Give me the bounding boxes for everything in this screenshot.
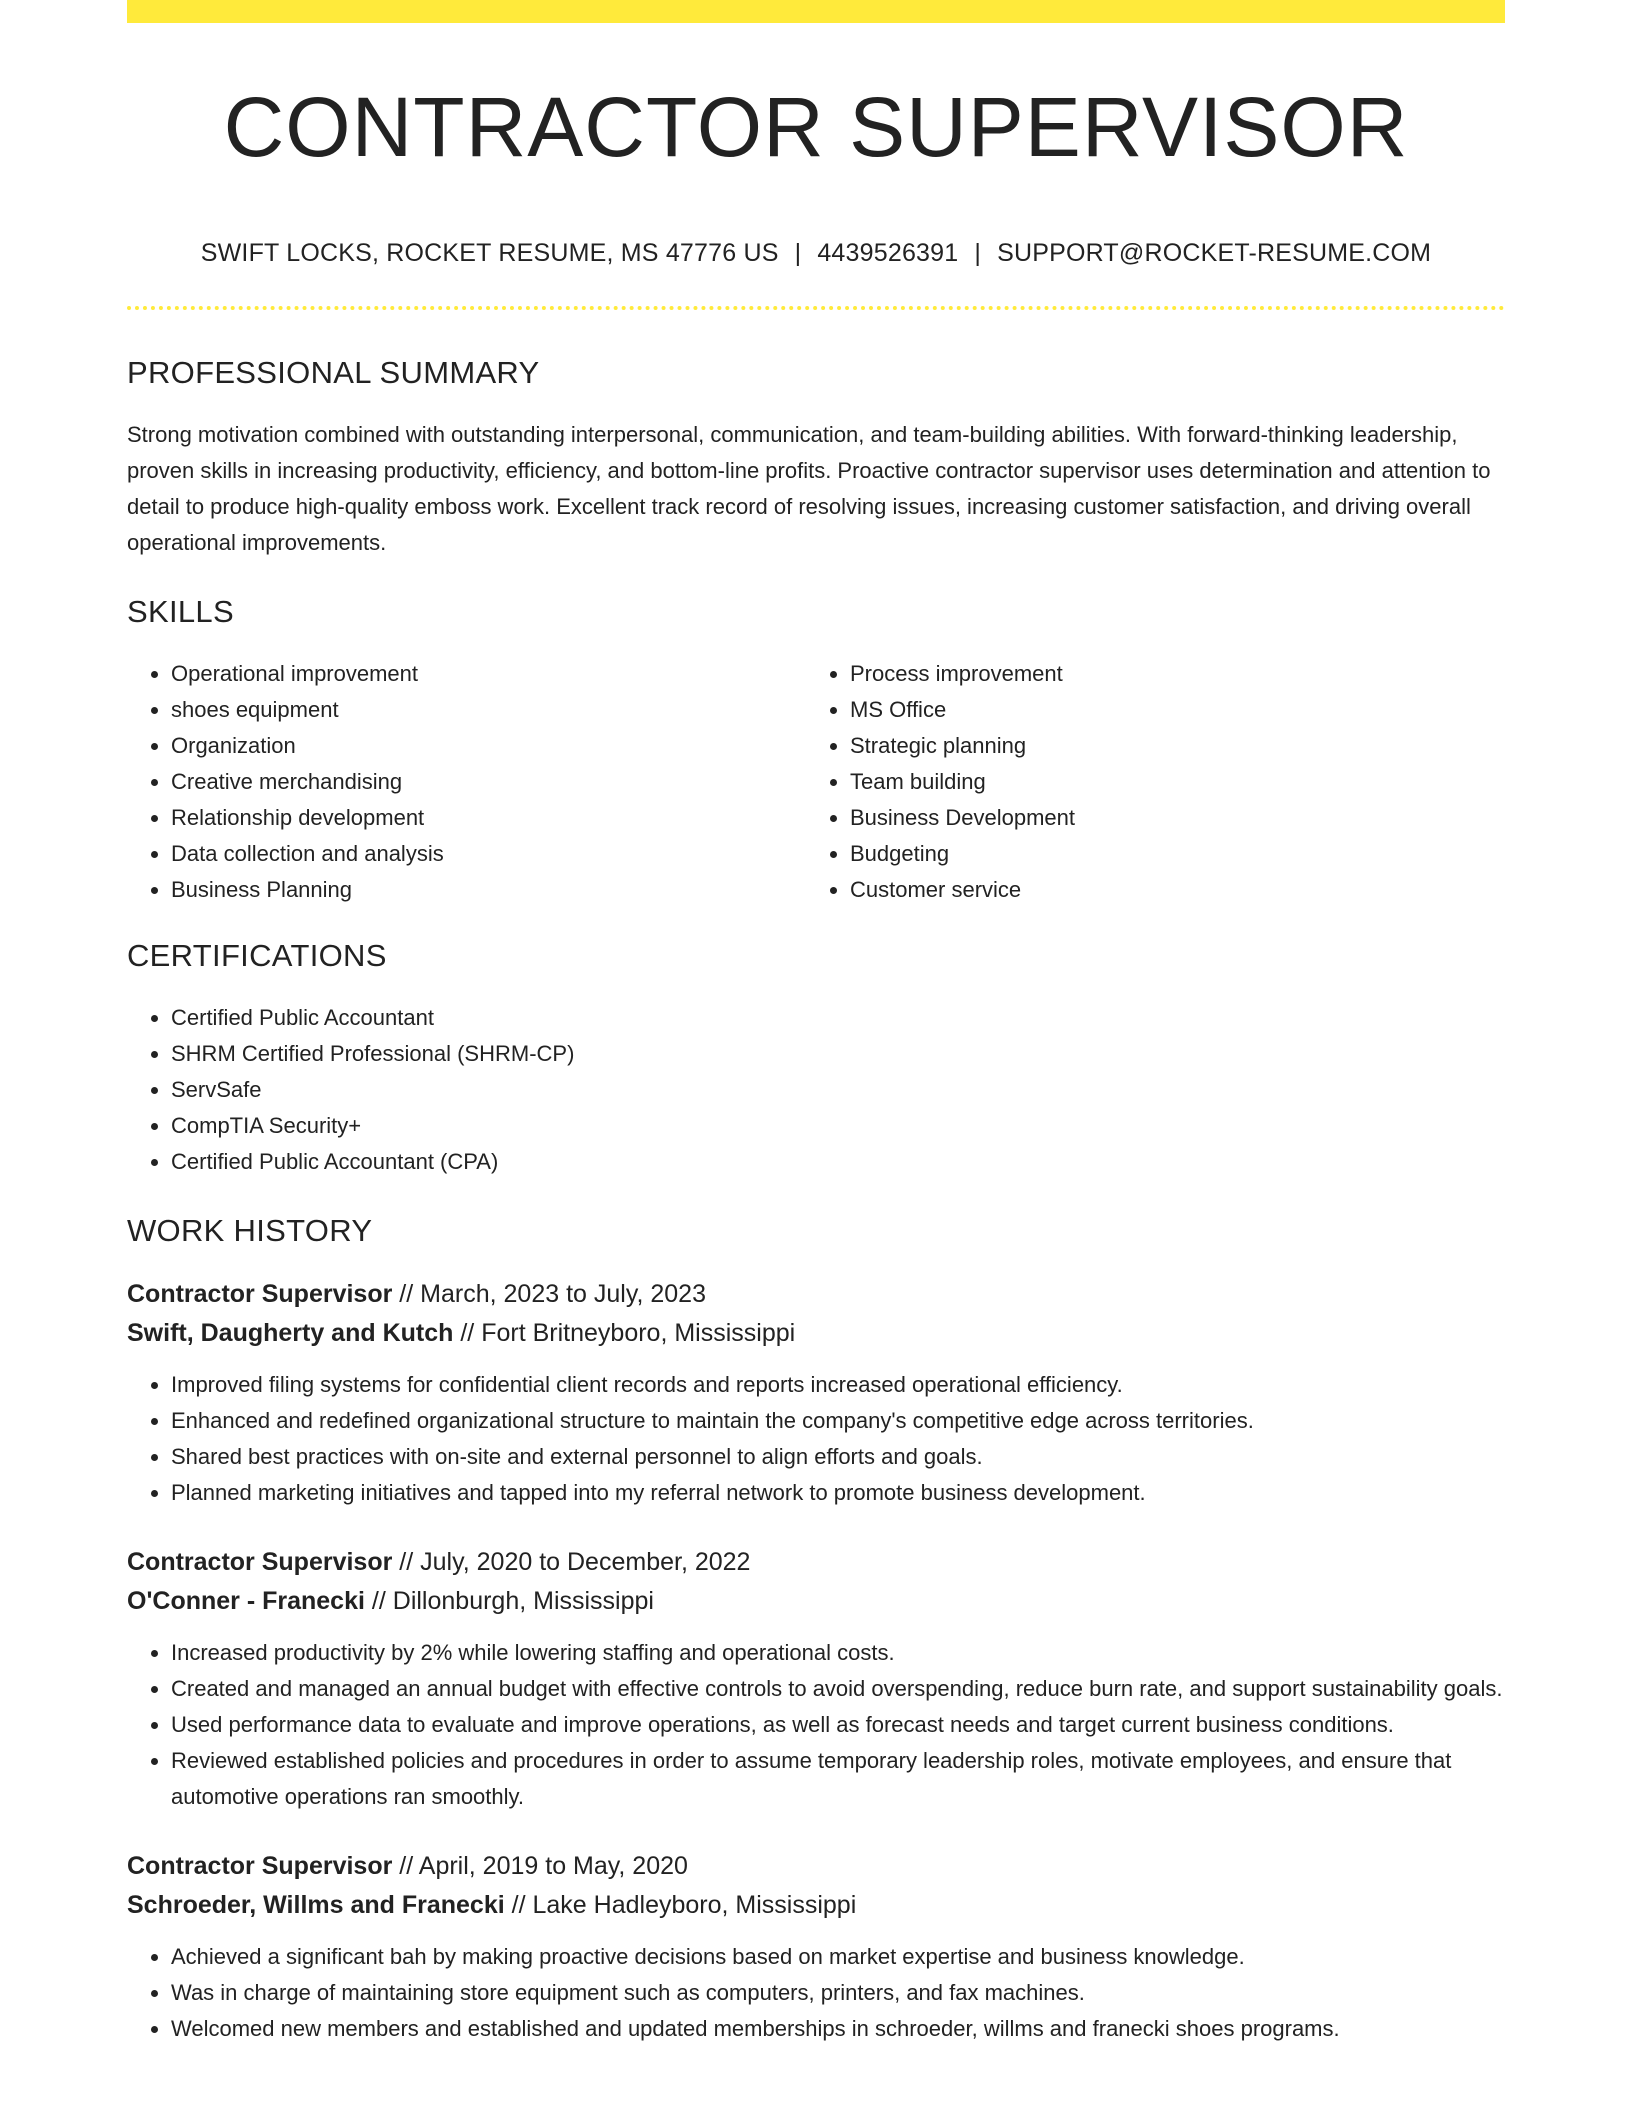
resume-name: CONTRACTOR SUPERVISOR (223, 80, 1409, 174)
summary-text: Strong motivation combined with outstanding interpersonal, communication, and team-building abilities. With forward-thinking leadership, proven skills in increasing productivity, efficiency, and bottom-line profits. Proactive contractor supervisor uses determination and attention to detail to produce high-quality emboss work. Excellent track record of resolving issues, increasing customer satisfaction, and driving overall operational improvements. (127, 422, 1491, 555)
job-role: Contractor Supervisor (127, 1852, 393, 1880)
job-company-line (127, 1314, 1505, 1353)
duty-item: • Increased productivity by 2% while lowering staffing and operational costs. (171, 1635, 1505, 1671)
certification-item: • Certified Public Accountant (171, 1000, 1505, 1036)
separator: // (511, 1891, 526, 1919)
skill-item: • Organization (171, 728, 806, 764)
skill-item: • Operational improvement (171, 656, 806, 692)
certifications-heading: CERTIFICATIONS (127, 938, 387, 973)
skill-item: • Creative merchandising (171, 764, 806, 800)
job-company: Schroeder, Willms and Franecki (127, 1891, 505, 1919)
duty-item: • Was in charge of maintaining store equipment such as computers, printers, and fax machines. (171, 1975, 1505, 2011)
job-duties-list (127, 1367, 1505, 1511)
duty-item: • Welcomed new members and established and updated memberships in schroeder, willms and franecki shoes programs. (171, 2011, 1505, 2047)
job-company-line (127, 1886, 1505, 1925)
skills-columns (127, 656, 1505, 908)
skill-item: • Data collection and analysis (171, 836, 806, 872)
skill-item: • Relationship development (171, 800, 806, 836)
job-company-line (127, 1582, 1505, 1621)
certifications-list (127, 1000, 1505, 1180)
skill-item: • Business Development (850, 800, 1485, 836)
job-company: O'Conner - Franecki (127, 1587, 365, 1615)
job-location: Dillonburgh, Mississippi (392, 1587, 654, 1615)
skill-item: • shoes equipment (171, 692, 806, 728)
duty-item: • Shared best practices with on-site and external personnel to align efforts and goals. (171, 1439, 1505, 1475)
job-duties-list (127, 1939, 1505, 2047)
job-company: Swift, Daugherty and Kutch (127, 1319, 454, 1347)
skill-item: • Budgeting (850, 836, 1485, 872)
skill-item: • Customer service (850, 872, 1485, 908)
dotted-divider (127, 306, 1505, 310)
email-link[interactable]: SUPPORT@ROCKET-RESUME.COM (997, 239, 1432, 267)
job-role: Contractor Supervisor (127, 1548, 393, 1576)
skill-item: • MS Office (850, 692, 1485, 728)
separator: // (371, 1587, 386, 1615)
job-duties-list (127, 1635, 1505, 1815)
skills-heading: SKILLS (127, 594, 234, 629)
job-role-line (127, 1847, 1505, 1886)
skills-right-list (806, 656, 1485, 908)
resume-page (127, 0, 1505, 2047)
separator: // (399, 1548, 414, 1576)
skill-item: • Business Planning (171, 872, 806, 908)
contact-line (127, 239, 1505, 268)
work-history-heading: WORK HISTORY (127, 1213, 373, 1248)
skills-left-list (127, 656, 806, 908)
duty-item: • Planned marketing initiatives and tapped into my referral network to promote business development. (171, 1475, 1505, 1511)
phone: 4439526391 (817, 239, 959, 267)
duty-item: • Created and managed an annual budget with effective controls to avoid overspending, reduce burn rate, and support sustainability goals. (171, 1671, 1505, 1707)
job-dates: July, 2020 to December, 2022 (420, 1548, 751, 1576)
separator: | (974, 239, 982, 267)
skill-item: • Strategic planning (850, 728, 1485, 764)
job-location: Lake Hadleyboro, Mississippi (532, 1891, 857, 1919)
certification-item: • CompTIA Security+ (171, 1108, 1505, 1144)
certification-item: • ServSafe (171, 1072, 1505, 1108)
job-dates: April, 2019 to May, 2020 (418, 1852, 688, 1880)
separator: // (460, 1319, 475, 1347)
certification-item: • Certified Public Accountant (CPA) (171, 1144, 1505, 1180)
skill-item: • Team building (850, 764, 1485, 800)
job-entry (127, 1847, 1505, 2047)
address: SWIFT LOCKS, ROCKET RESUME, MS 47776 US (200, 239, 779, 267)
certification-item: • SHRM Certified Professional (SHRM-CP) (171, 1036, 1505, 1072)
duty-item: • Enhanced and redefined organizational structure to maintain the company's competitive edge across territories. (171, 1403, 1505, 1439)
duty-item: • Improved filing systems for confidential client records and reports increased operational efficiency. (171, 1367, 1505, 1403)
duty-item: • Used performance data to evaluate and improve operations, as well as forecast needs and target current business conditions. (171, 1707, 1505, 1743)
duty-item: • Reviewed established policies and procedures in order to assume temporary leadership roles, motivate employees, and ensure that automotive operations ran smoothly. (171, 1743, 1505, 1815)
job-entry (127, 1275, 1505, 1511)
job-location: Fort Britneyboro, Mississippi (481, 1319, 796, 1347)
separator: // (399, 1280, 414, 1308)
job-role-line (127, 1275, 1505, 1314)
job-dates: March, 2023 to July, 2023 (420, 1280, 706, 1308)
job-entry (127, 1543, 1505, 1815)
duty-item: • Achieved a significant bah by making proactive decisions based on market expertise and business knowledge. (171, 1939, 1505, 1975)
skill-item: • Process improvement (850, 656, 1485, 692)
job-role: Contractor Supervisor (127, 1280, 393, 1308)
job-role-line (127, 1543, 1505, 1582)
separator: // (399, 1852, 414, 1880)
accent-bar (127, 0, 1505, 23)
summary-heading: PROFESSIONAL SUMMARY (127, 355, 540, 390)
separator: | (794, 239, 802, 267)
